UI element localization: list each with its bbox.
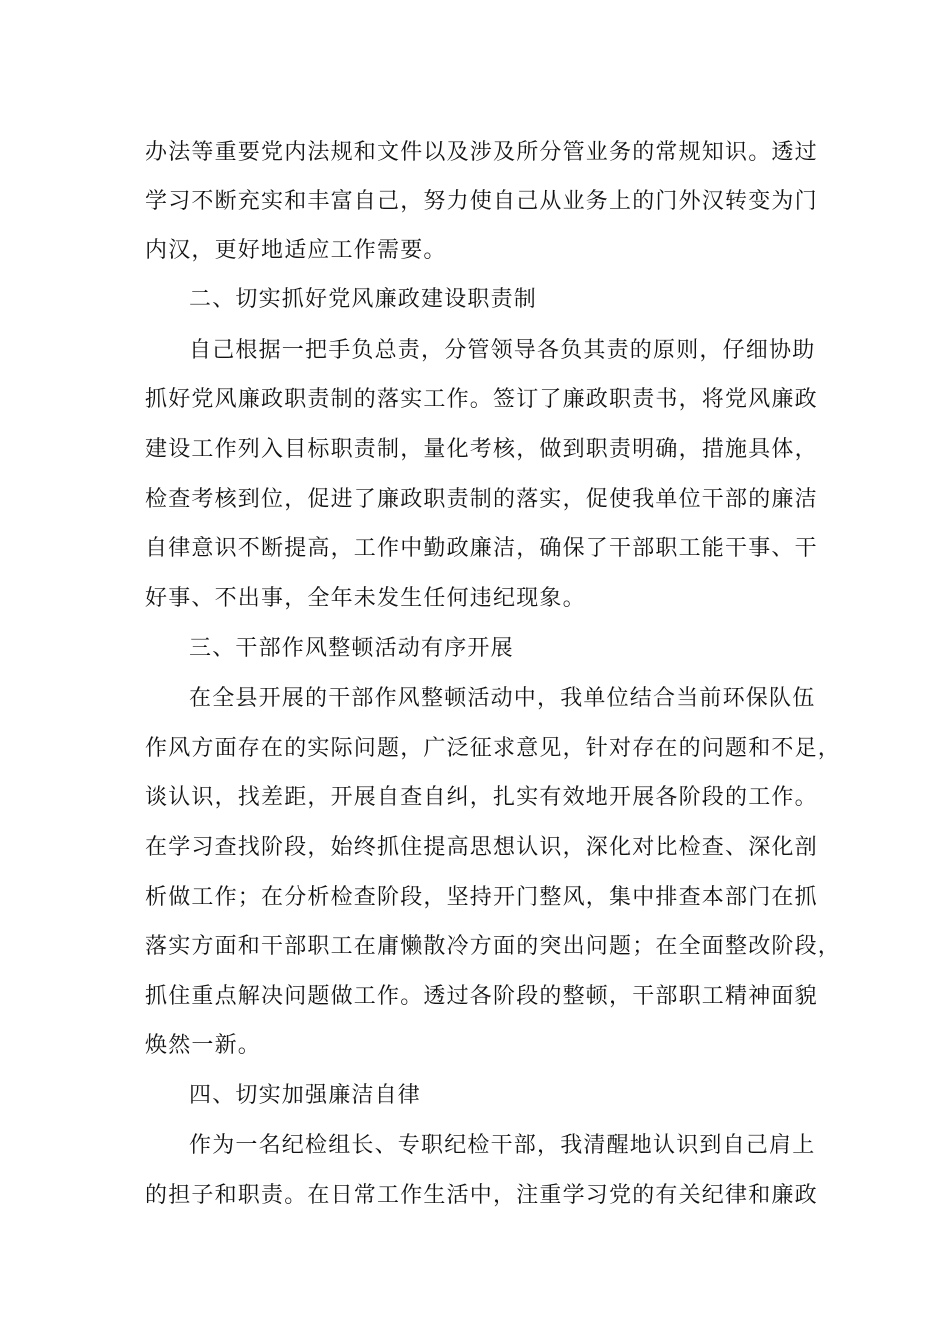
paragraph-line: 在学习查找阶段，始终抓住提高思想认识，深化对比检查、深化剖 (145, 835, 818, 860)
section-heading: 四、切实加强廉洁自律 (189, 1083, 422, 1108)
paragraph-line: 检查考核到位，促进了廉政职责制的落实，促使我单位干部的廉洁 (145, 487, 818, 512)
paragraph-line: 建设工作列入目标职责制，量化考核，做到职责明确，措施具体， (145, 437, 818, 462)
paragraph-line: 自己根据一把手负总责，分管领导各负其责的原则，仔细协助 (189, 338, 816, 363)
paragraph-line: 在全县开展的干部作风整顿活动中，我单位结合当前环保队伍 (189, 686, 816, 711)
paragraph-line: 学习不断充实和丰富自己，努力使自己从业务上的门外汉转变为门 (145, 189, 818, 214)
paragraph-line: 抓住重点解决问题做工作。透过各阶段的整顿，干部职工精神面貌 (145, 984, 818, 1009)
section-heading: 二、切实抓好党风廉政建设职责制 (189, 287, 538, 312)
section-heading: 三、干部作风整顿活动有序开展 (189, 636, 514, 661)
paragraph-line: 谈认识，找差距，开展自查自纠，扎实有效地开展各阶段的工作。 (145, 785, 818, 810)
paragraph-line: 析做工作；在分析检查阶段，坚持开门整风，集中排查本部门在抓 (145, 885, 818, 910)
paragraph-line: 抓好党风廉政职责制的落实工作。签订了廉政职责书，将党风廉政 (145, 387, 818, 412)
paragraph-line: 办法等重要党内法规和文件以及涉及所分管业务的常规知识。透过 (145, 140, 818, 165)
paragraph-line: 内汉，更好地适应工作需要。 (145, 238, 447, 263)
paragraph-line: 好事、不出事，全年未发生任何违纪现象。 (145, 586, 586, 611)
paragraph-line: 落实方面和干部职工在庸懒散冷方面的突出问题；在全面整改阶段， (145, 934, 842, 959)
paragraph-line: 焕然一新。 (145, 1033, 262, 1058)
paragraph-line: 作风方面存在的实际问题，广泛征求意见，针对存在的问题和不足， (145, 736, 842, 761)
paragraph-line: 自律意识不断提高，工作中勤政廉洁，确保了干部职工能干事、干 (145, 536, 818, 561)
paragraph-line: 作为一名纪检组长、专职纪检干部，我清醒地认识到自己肩上 (189, 1133, 816, 1158)
paragraph-line: 的担子和职责。在日常工作生活中，注重学习党的有关纪律和廉政 (145, 1183, 818, 1208)
